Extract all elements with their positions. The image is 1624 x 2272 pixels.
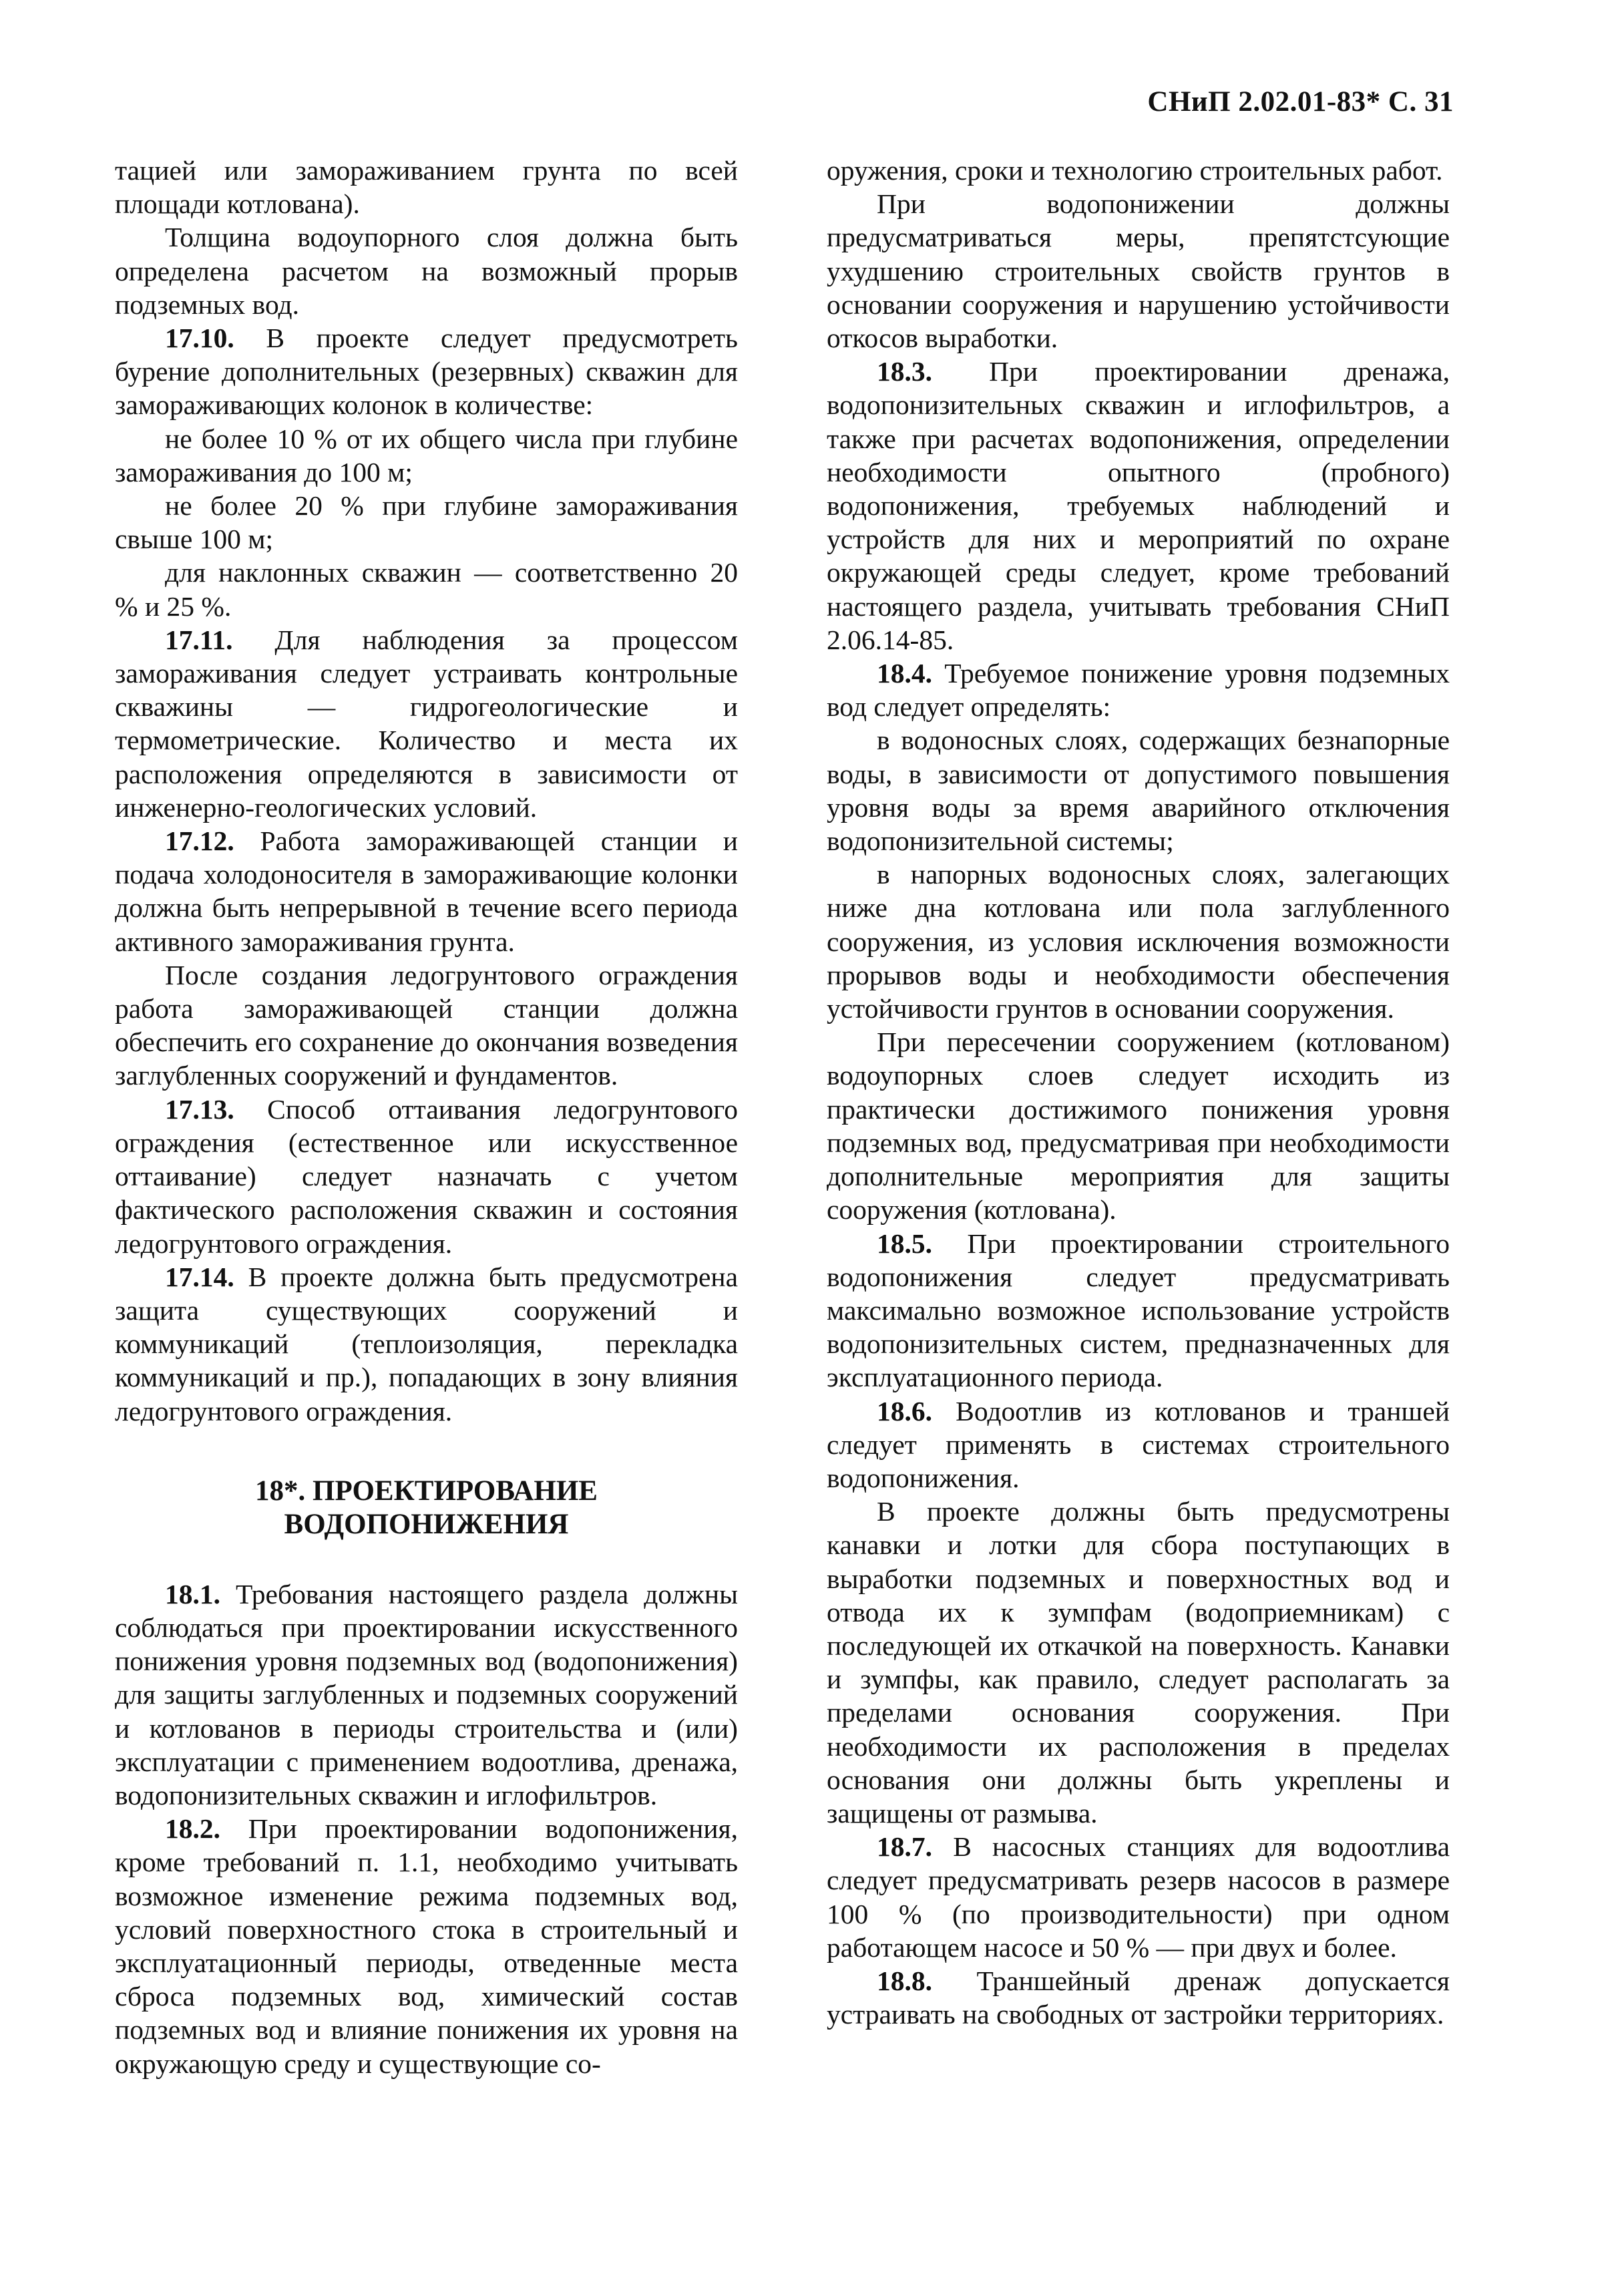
clause-number: 17.11.	[165, 624, 233, 655]
section-title-line: ВОДОПОНИЖЕНИЯ	[284, 1508, 569, 1540]
paragraph	[827, 1830, 1450, 1964]
paragraph-text: тацией или замораживанием грунта по всей площади котлована).	[115, 155, 738, 220]
paragraph	[827, 154, 1450, 187]
paragraph	[827, 187, 1450, 355]
paragraph-text: После создания ледогрунтового ограждения работа замораживающей станции должна обеспечить его сохранение до окончания возведения заглубленных сооружений и фундаментов.	[115, 959, 738, 1091]
clause-number: 18.1.	[165, 1578, 220, 1610]
paragraph-text: В проекте должны быть предусмотрены канавки и лотки для сбора поступающих в выработки подземных и поверхностных вод и отвода их к зумпфам (водоприемникам) с последующей их откачкой на поверхность. Канавки и зумпфы, как правило, следует располагать за пределами основания сооружения. При необходимости их расположения в пределах основания они должны быть укреплены и защищены от размыва.	[827, 1496, 1450, 1829]
paragraph-text: не более 10 % от их общего числа при глубине замораживания до 100 м;	[115, 423, 738, 488]
clause-number: 17.12.	[165, 825, 234, 857]
section-title	[115, 1475, 738, 1541]
paragraph	[827, 1495, 1450, 1830]
paragraph-text: При пересечении сооружением (котлованом) водоупорных слоев следует исходить из практически достижимого понижения уровня подземных вод, предусматривая при необходимости дополнительные мероприятия для защиты сооружения (котлована).	[827, 1026, 1450, 1225]
clause-number: 18.6.	[877, 1395, 932, 1427]
paragraph	[827, 1394, 1450, 1495]
paragraph-text: При проектировании водопонижения, кроме требований п. 1.1, необходимо учитывать возможное изменение режима подземных вод, условий поверхностного стока в строительный и эксплуатационный периоды, отведенные места сброса подземных вод, химический состав подземных вод и влияние понижения их уровня на окружающую среду и существующие со-	[115, 1813, 738, 2079]
paragraph	[115, 824, 738, 958]
paragraph-text: В проекте должна быть предусмотрена защита существующих сооружений и коммуникаций (теплоизоляция, перекладка коммуникаций и пр.), попадающих в зону влияния ледогрунтового ограждения.	[115, 1261, 738, 1427]
clause-number: 18.5.	[877, 1227, 932, 1259]
paragraph-text: Требования настоящего раздела должны соблюдаться при проектировании искусственного понижения уровня подземных вод (водопонижения) для защиты заглубленных и подземных сооружений и котлованов в периоды строительства и (или) эксплуатации с применением водоотлива, дренажа, водопонизительных скважин и иглофильтров.	[115, 1578, 738, 1811]
clause-number: 18.3.	[877, 356, 932, 387]
paragraph	[115, 220, 738, 321]
paragraph-text: в напорных водоносных слоях, залегающих ниже дна котлована или пола заглубленного сооружения, из условия исключения возможности прорывов воды и необходимости обеспечения устойчивости грунтов в основании сооружения.	[827, 859, 1450, 1024]
paragraph	[115, 1260, 738, 1428]
clause-number: 17.10.	[165, 323, 234, 354]
paragraph-text: Для наблюдения за процессом замораживания следует устраивать контрольные скважины — гидрогеологические и термометрические. Количество и места их расположения определяются в зависимости от инженерно-геологических условий.	[115, 624, 738, 823]
paragraph	[115, 1093, 738, 1260]
paragraph-text: Работа замораживающей станции и подача холодоносителя в замораживающие колонки должна быть непрерывной в течение всего периода активного замораживания грунта.	[115, 825, 738, 957]
paragraph-text: Траншейный дренаж допускается устраивать на свободных от застройки территориях.	[827, 1965, 1450, 2030]
paragraph	[827, 1227, 1450, 1394]
clause-number: 18.7.	[877, 1831, 932, 1863]
paragraph-text: Способ оттаивания ледогрунтового ограждения (естественное или искусственное оттаивание) следует назначать с учетом фактического расположения скважин и состояния ледогрунтового ограждения.	[115, 1093, 738, 1259]
paragraph	[115, 154, 738, 220]
paragraph-text: В проекте следует предусмотреть бурение дополнительных (резервных) скважин для замораживающих колонок в количестве:	[115, 323, 738, 421]
paragraph	[115, 321, 738, 422]
clause-number: 18.8.	[877, 1965, 932, 1996]
paragraph	[115, 1812, 738, 2080]
paragraph-text: В насосных станциях для водоотлива следует предусматривать резерв насосов в размере 100 % (по производительности) при одном работающем насосе и 50 % — при двух и более.	[827, 1831, 1450, 1963]
paragraph	[115, 422, 738, 489]
clause-number: 18.2.	[165, 1813, 220, 1845]
clause-number: 17.13.	[165, 1093, 234, 1125]
paragraph	[115, 623, 738, 824]
paragraph-text: Водоотлив из котлованов и траншей следует применять в системах строительного водопонижения.	[827, 1395, 1450, 1493]
right-column	[827, 154, 1450, 2031]
paragraph-text: Толщина водоупорного слоя должна быть определена расчетом на возможный прорыв подземных вод.	[115, 222, 738, 320]
paragraph-text: в водоносных слоях, содержащих безнапорные воды, в зависимости от допустимого повышения уровня воды за время аварийного отключения водопонизительной системы;	[827, 725, 1450, 857]
paragraph	[827, 656, 1450, 723]
paragraph-text: для наклонных скважин — соответственно 20 % и 25 %.	[115, 557, 738, 622]
paragraph-text: не более 20 % при глубине замораживания свыше 100 м;	[115, 490, 738, 555]
paragraph	[827, 858, 1450, 1025]
paragraph	[827, 1964, 1450, 2031]
section-title-line: 18*. ПРОЕКТИРОВАНИЕ	[255, 1475, 598, 1507]
paragraph-text: Требуемое понижение уровня подземных вод следует определять:	[827, 658, 1450, 723]
paragraph-text: При проектировании строительного водопонижения следует предусматривать максимально возможное использование устройств водопонизительных систем, предназначенных для эксплуатационного периода.	[827, 1227, 1450, 1393]
paragraph-text: оружения, сроки и технологию строительных работ.	[827, 155, 1443, 186]
paragraph	[115, 489, 738, 556]
paragraph	[115, 958, 738, 1093]
paragraph	[827, 355, 1450, 656]
left-column	[115, 154, 738, 2080]
paragraph	[827, 723, 1450, 858]
paragraph-text: При водопонижении должны предусматриваться меры, препятстсующие ухудшению строительных свойств грунтов в основании сооружения и нарушению устойчивости откосов выработки.	[827, 188, 1450, 354]
paragraph-text: При проектировании дренажа, водопонизительных скважин и иглофильтров, а также при расчетах водопонижения, определении необходимости опытного (пробного) водопонижения, требуемых наблюдений и устройств для них и мероприятий по охране окружающей среды следует, кроме требований настоящего раздела, учитывать требования СНиП 2.06.14-85.	[827, 356, 1450, 655]
paragraph	[115, 556, 738, 622]
clause-number: 17.14.	[165, 1261, 234, 1292]
paragraph	[827, 1025, 1450, 1226]
paragraph	[115, 1577, 738, 1812]
clause-number: 18.4.	[877, 658, 932, 689]
page-header: СНиП 2.02.01-83* С. 31	[1147, 86, 1454, 118]
